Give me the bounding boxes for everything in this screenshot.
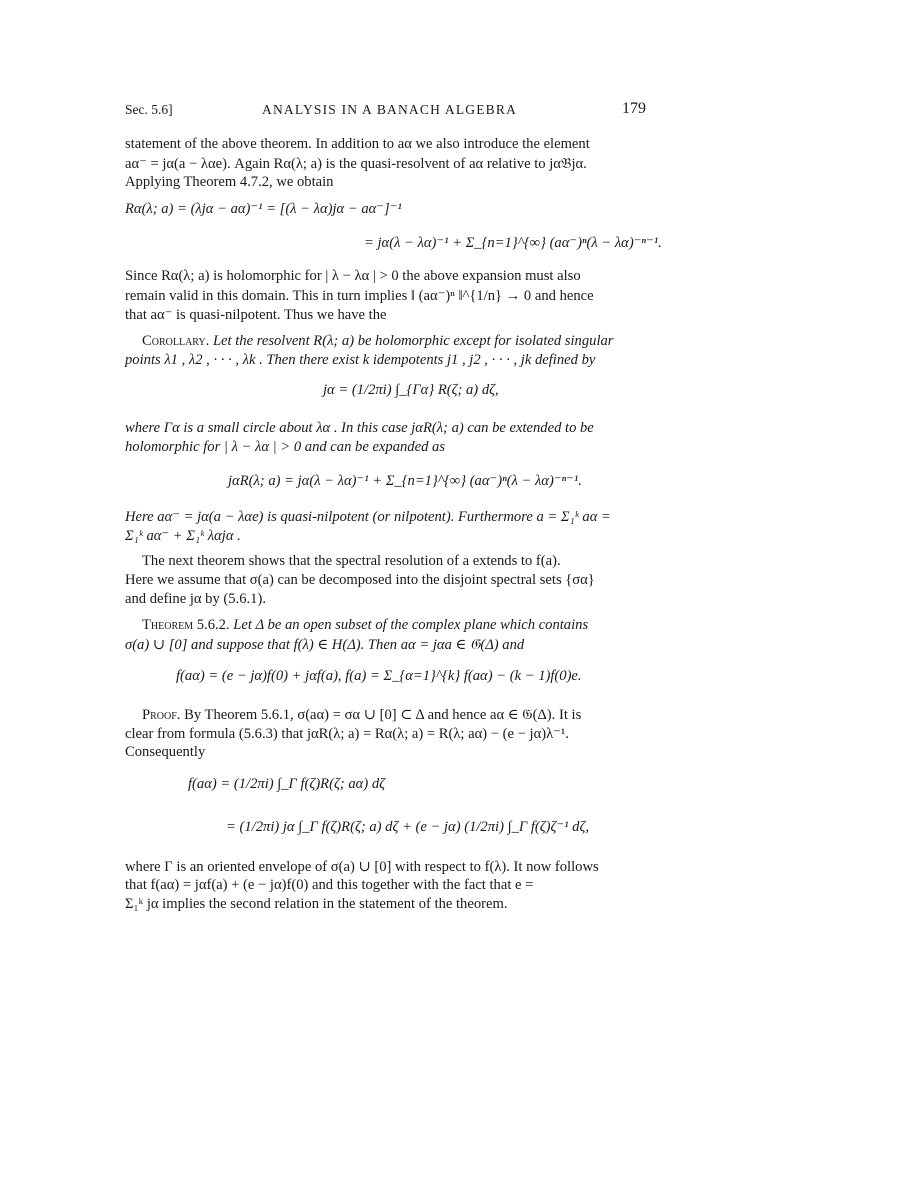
proof-text: clear from formula (5.6.3) that jαR(λ; a) = Rα(λ; a) = R(λ; aα) − (e − jα)λ⁻¹. [125, 726, 569, 742]
corollary-text: where Γα is a small circle about λα . In this case jαR(λ; a) can be extended to be [125, 420, 594, 436]
equation: = jα(λ − λα)⁻¹ + Σ_{n=1}^{∞} (aα⁻)ⁿ(λ − λα)⁻ⁿ⁻¹. [364, 235, 662, 251]
text-line: and define jα by (5.6.1). [125, 591, 266, 607]
text-line: Applying Theorem 4.7.2, we obtain [125, 174, 334, 190]
proof-heading [142, 706, 581, 724]
equation: Rα(λ; a) = (λjα − aα)⁻¹ = [(λ − λα)jα − aα⁻]⁻¹ [125, 201, 402, 217]
theorem-label: Theorem 5.6.2. [142, 617, 230, 633]
text-line: Since Rα(λ; a) is holomorphic for | λ − λα | > 0 the above expansion must also [125, 268, 581, 284]
proof-text: By Theorem 5.6.1, σ(aα) = σα ∪ [0] ⊂ Δ and hence aα ∈ 𝔊(Δ). It is [184, 707, 582, 723]
text-line: The next theorem shows that the spectral resolution of a extends to f(a). [142, 553, 561, 569]
corollary-text: Let the resolvent R(λ; a) be holomorphic except for isolated singular [212, 333, 614, 349]
equation: = (1/2πi) jα ∫_Γ f(ζ)R(ζ; a) dζ + (e − jα) (1/2πi) ∫_Γ f(ζ)ζ⁻¹ dζ, [226, 819, 590, 835]
text-line: aα⁻ = jα(a − λαe). Again Rα(λ; a) is the quasi-resolvent of aα relative to jα𝔅jα. [125, 156, 587, 172]
proof-text: Consequently [125, 744, 206, 760]
corollary-text: Here aα⁻ = jα(a − λαe) is quasi-nilpotent (or nilpotent). Furthermore a = Σ₁ᵏ aα = [125, 509, 611, 525]
running-title: ANALYSIS IN A BANACH ALGEBRA [262, 102, 518, 117]
proof-text: Σ₁ᵏ jα implies the second relation in the statement of the theorem. [125, 896, 508, 912]
section-label: Sec. 5.6] [125, 102, 173, 117]
equation: jαR(λ; a) = jα(λ − λα)⁻¹ + Σ_{n=1}^{∞} (aα⁻)ⁿ(λ − λα)⁻ⁿ⁻¹. [228, 473, 582, 489]
corollary-text: points λ1 , λ2 , · · · , λk . Then there exist k idempotents j1 , j2 , · · · , jk defined by [125, 352, 596, 368]
equation: f(aα) = (e − jα)f(0) + jαf(a), f(a) = Σ_{α=1}^{k} f(aα) − (k − 1)f(0)e. [176, 668, 582, 684]
corollary-heading [142, 333, 613, 350]
text-line: statement of the above theorem. In addition to aα we also introduce the element [125, 136, 590, 152]
corollary-label: Corollary. [142, 333, 210, 349]
text-line: remain valid in this domain. This in turn implies ‖ (aα⁻)ⁿ ‖^{1/n} → 0 and hence [125, 288, 594, 304]
equation: f(aα) = (1/2πi) ∫_Γ f(ζ)R(ζ; aα) dζ [188, 776, 386, 792]
equation: jα = (1/2πi) ∫_{Γα} R(ζ; a) dζ, [323, 382, 499, 398]
theorem-heading [142, 617, 588, 634]
proof-label: Proof. [142, 707, 181, 723]
theorem-text: Let Δ be an open subset of the complex plane which contains [233, 617, 589, 633]
theorem-text: σ(a) ∪ [0] and suppose that f(λ) ∈ H(Δ). Then aα = jαa ∈ 𝔊(Δ) and [125, 637, 525, 653]
page-number: 179 [622, 100, 646, 117]
corollary-text: holomorphic for | λ − λα | > 0 and can be expanded as [125, 439, 445, 455]
text-line: Here we assume that σ(a) can be decomposed into the disjoint spectral sets {σα} [125, 572, 595, 588]
proof-text: that f(aα) = jαf(a) + (e − jα)f(0) and this together with the fact that e = [125, 877, 534, 893]
corollary-text: Σ₁ᵏ aα⁻ + Σ₁ᵏ λαjα . [125, 528, 241, 544]
proof-text: where Γ is an oriented envelope of σ(a) ∪ [0] with respect to f(λ). It now follows [125, 859, 599, 875]
text-line: that aα⁻ is quasi-nilpotent. Thus we have the [125, 307, 387, 323]
